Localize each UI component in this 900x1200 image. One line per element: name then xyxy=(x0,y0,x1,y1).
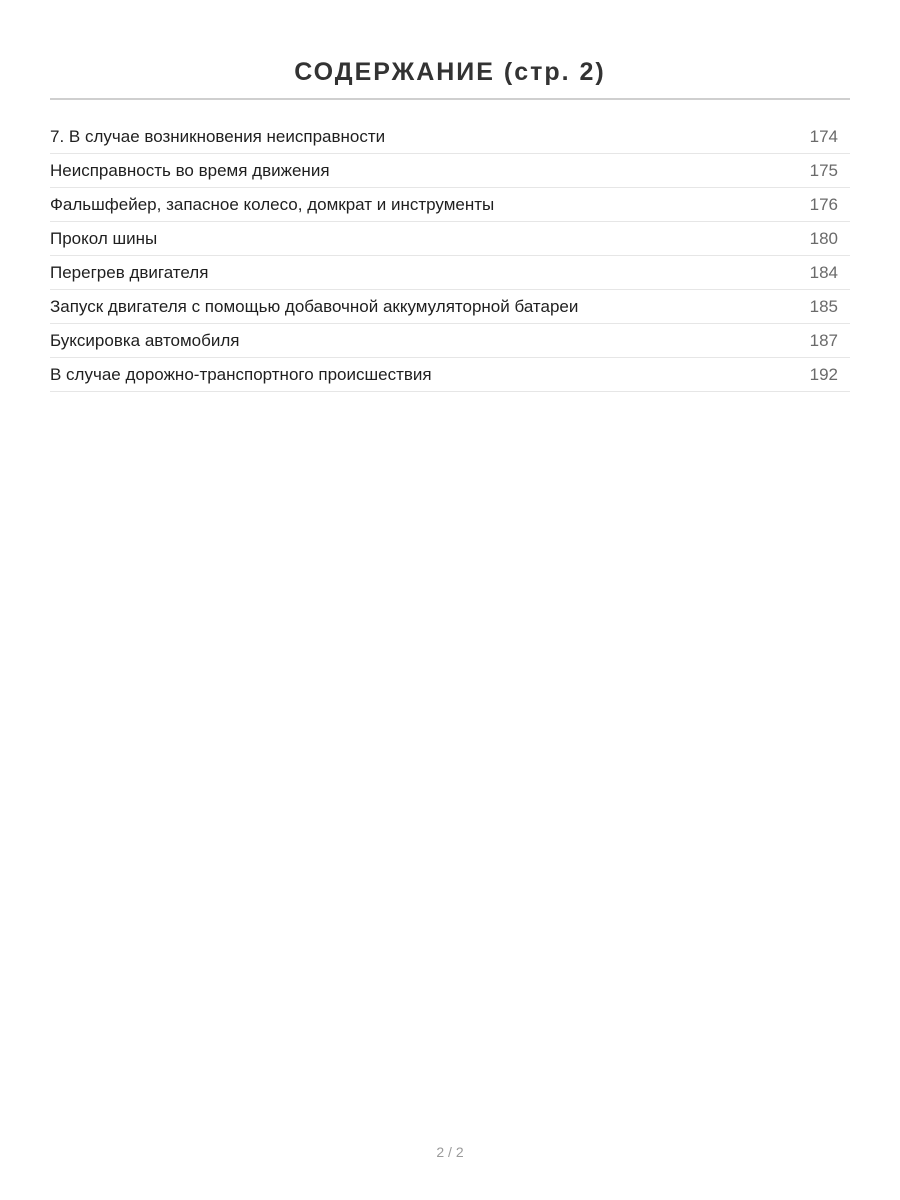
toc-entry-page-number: 180 xyxy=(809,228,838,248)
toc-entry[interactable] xyxy=(50,256,850,290)
toc-entry-page-number: 184 xyxy=(809,262,838,282)
toc-entry-page-number: 175 xyxy=(809,160,838,180)
toc-entry[interactable] xyxy=(50,290,850,324)
table-of-contents xyxy=(50,120,850,392)
toc-entry-title: Буксировка автомобиля xyxy=(50,330,240,350)
toc-entry-page-number: 185 xyxy=(809,296,838,316)
toc-entry[interactable] xyxy=(50,188,850,222)
title-divider xyxy=(50,98,850,100)
toc-entry[interactable] xyxy=(50,154,850,188)
toc-entry-title: Перегрев двигателя xyxy=(50,262,209,282)
toc-entry-page-number: 176 xyxy=(809,194,838,214)
toc-entry-title: Фальшфейер, запасное колесо, домкрат и инструменты xyxy=(50,194,495,214)
toc-entry[interactable] xyxy=(50,358,850,392)
toc-entry-title: В случае дорожно-транспортного происшествия xyxy=(50,364,432,384)
toc-entry-title: Запуск двигателя с помощью добавочной аккумуляторной батареи xyxy=(50,296,579,316)
toc-entry-page-number: 192 xyxy=(809,364,838,384)
toc-entry-title: Прокол шины xyxy=(50,228,158,248)
page-counter: 2 / 2 xyxy=(436,1144,464,1160)
page-title: СОДЕРЖАНИЕ (стр. 2) xyxy=(294,57,606,86)
toc-entry-page-number: 187 xyxy=(809,330,838,350)
toc-entry-page-number: 174 xyxy=(809,126,838,146)
toc-entry-title: Неисправность во время движения xyxy=(50,160,330,180)
toc-entry[interactable] xyxy=(50,324,850,358)
toc-entry-title: 7. В случае возникновения неисправности xyxy=(50,126,386,146)
toc-entry[interactable] xyxy=(50,120,850,154)
toc-entry[interactable] xyxy=(50,222,850,256)
